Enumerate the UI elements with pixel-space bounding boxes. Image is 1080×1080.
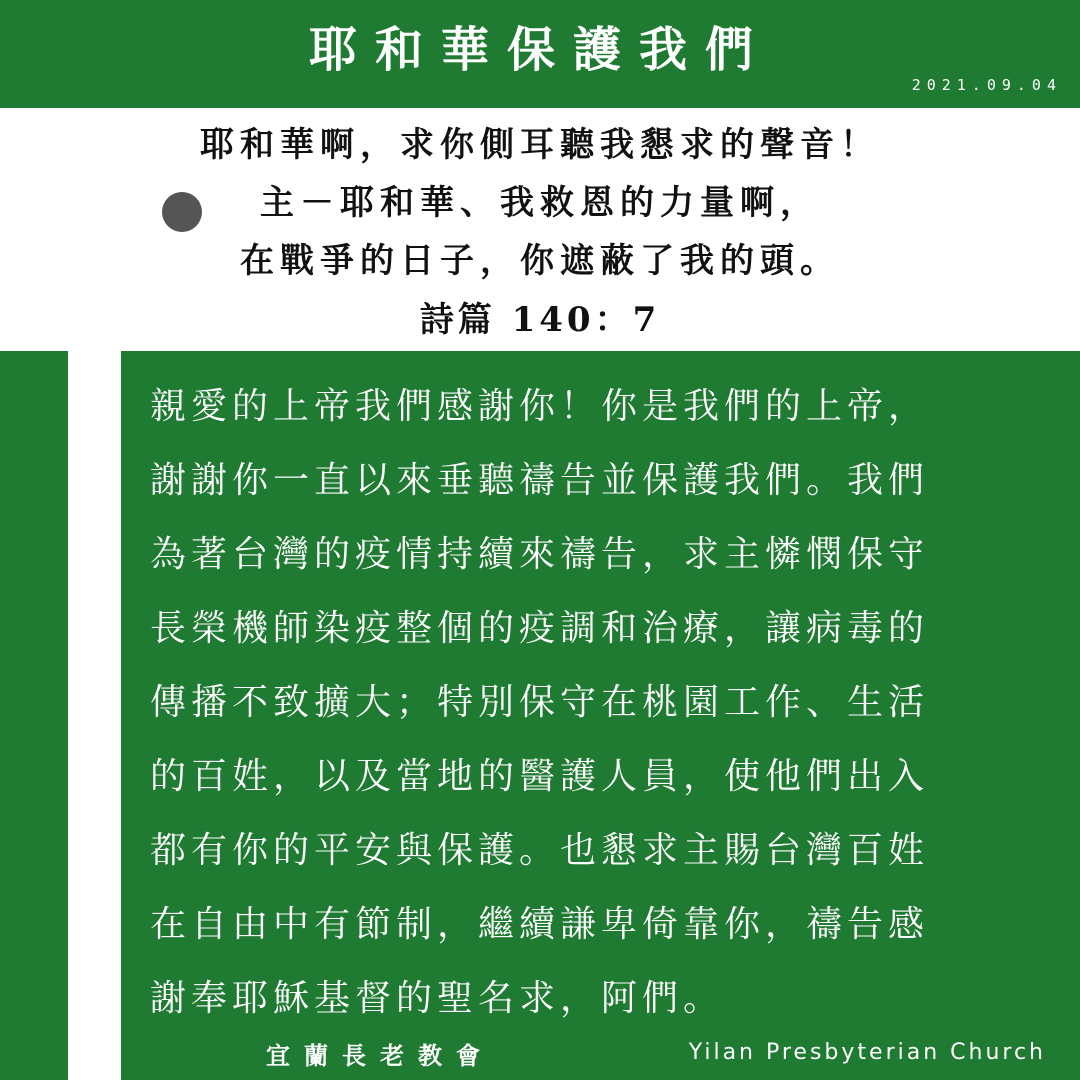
prayer-line: 傳播不致擴大；特別保守在桃園工作、生活 <box>150 682 930 723</box>
page-title: 耶和華保護我們 <box>308 22 771 78</box>
prayer-line: 謝謝你一直以來垂聽禱告並保護我們。我們 <box>150 460 930 501</box>
prayer-line: 的百姓，以及當地的醫護人員，使他們出入 <box>150 756 930 797</box>
scripture-verse <box>0 116 1080 350</box>
prayer-line: 在自由中有節制，繼續謙卑倚靠你，禱告感 <box>150 904 930 945</box>
left-green-strip <box>0 351 68 1080</box>
prayer-line: 謝奉耶穌基督的聖名求，阿們。 <box>150 978 725 1019</box>
church-name-chinese: 宜蘭長老教會 <box>266 1041 494 1070</box>
prayer-line: 為著台灣的疫情持續來禱告，求主憐憫保守 <box>150 534 930 575</box>
prayer-line: 親愛的上帝我們感謝你！你是我們的上帝， <box>150 386 930 427</box>
verse-line: 主－耶和華、我救恩的力量啊， <box>260 183 820 223</box>
verse-line: 在戰爭的日子，你遮蔽了我的頭。 <box>240 241 840 281</box>
date-label: 2021.09.04 <box>911 76 1062 94</box>
verse-line: 耶和華啊，求你側耳聽我懇求的聲音！ <box>200 125 880 165</box>
prayer-line: 長榮機師染疫整個的疫調和治療，讓病毒的 <box>150 608 930 649</box>
verse-reference: 詩篇 140：7 <box>419 300 661 340</box>
prayer-text <box>150 370 1050 1036</box>
church-name-english: Yilan Presbyterian Church <box>688 1040 1046 1065</box>
prayer-line: 都有你的平安與保護。也懇求主賜台灣百姓 <box>150 830 930 871</box>
